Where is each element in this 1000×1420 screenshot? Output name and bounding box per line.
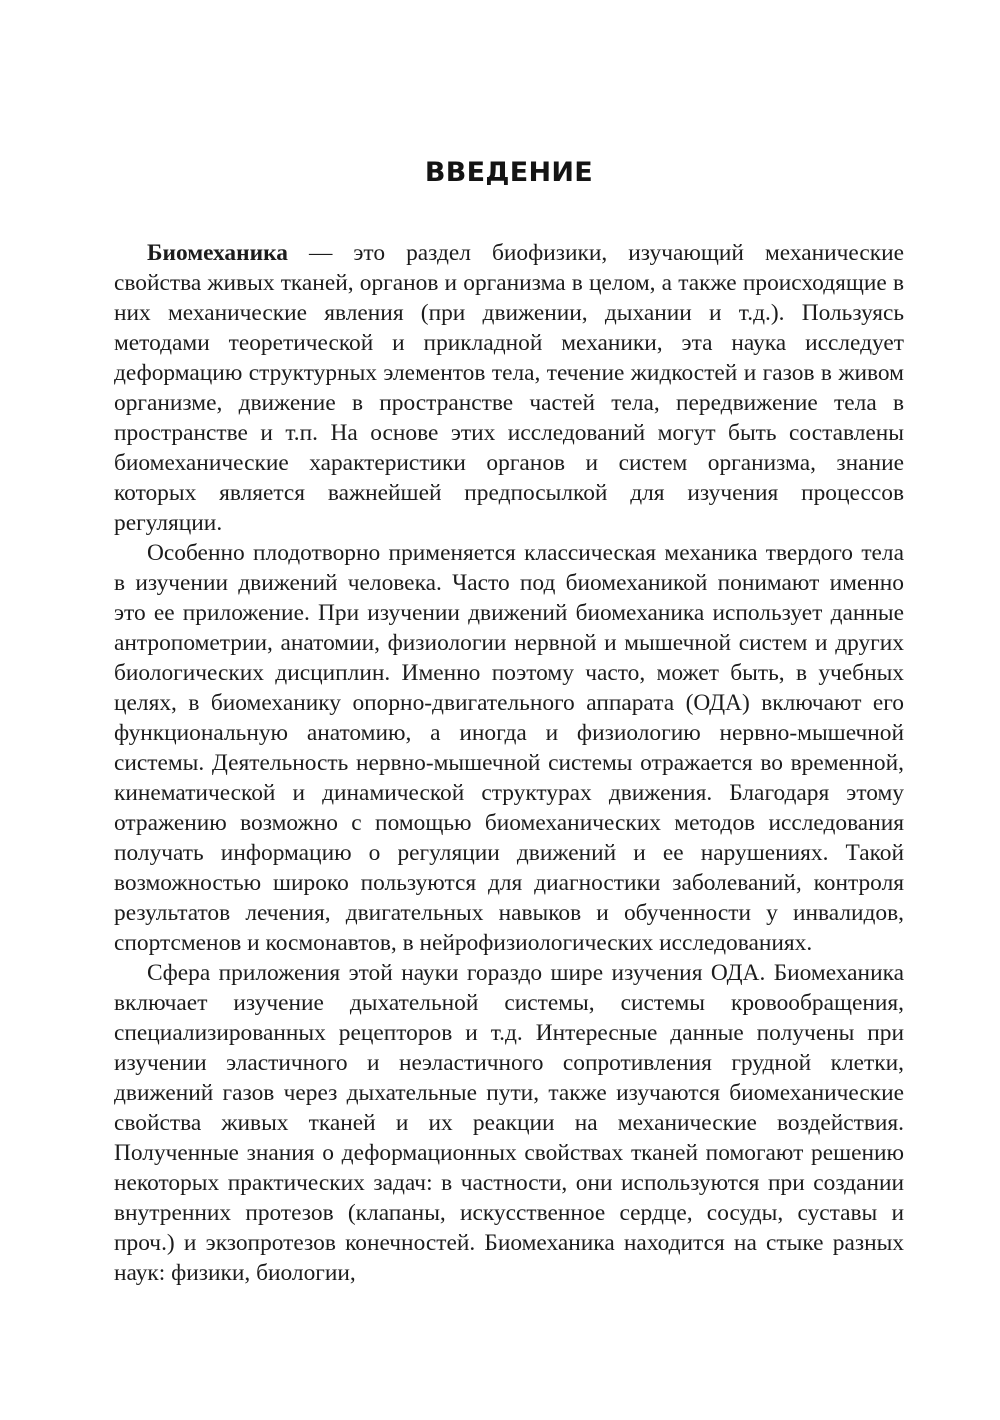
body-text <box>114 238 904 1288</box>
paragraph-1-text: — это раздел биофизики, изучающий механические свойства живых тканей, органов и организма в целом, а также происходящие в них механические явления (при движении, дыхании и т.д.). Пользуясь методами теоретической и прикладной механики, эта наука исследует деформацию структурных элементов тела, течение жидкостей и газов в живом организме, движение в пространстве частей тела, передвижение тела в пространстве и т.п. На основе этих исследований могут быть составлены биомеханические характеристики органов и систем организма, знание которых является важнейшей предпосылкой для изучения процессов регуляции. <box>114 240 904 536</box>
defined-term: Биомеханика <box>147 240 288 266</box>
chapter-heading: ВВЕДЕНИЕ <box>424 157 594 188</box>
paragraph-2: Особенно плодотворно применяется классическая механика твердого тела в изучении движений человека. Часто под биомеханикой понимают именно это ее приложение. При изучении движений биомеханика использует данные антропометрии, анатомии, физиологии нервной и мышечной систем и других биологических дисциплин. Именно поэтому часто, может быть, в учебных целях, в биомеханику опорно-двигательного аппарата (ОДА) включают его функциональную анатомию, а иногда и физиологию нервно-мышечной системы. Деятельность нервно-мышечной системы отражается во временной, кинематической и динамической структурах движения. Благодаря этому отражению возможно с помощью биомеханических методов исследования получать информацию о регуляции движений и ее нарушениях. Такой возможностью широко пользуются для диагностики заболеваний, контроля результатов лечения, двигательных навыков и обученности у инвалидов, спортсменов и космонавтов, в нейрофизиологических исследованиях. <box>114 540 904 956</box>
paragraph-3: Сфера приложения этой науки гораздо шире изучения ОДА. Биомеханика включает изучение дыхательной системы, системы кровообращения, специализированных рецепторов и т.д. Интересные данные получены при изучении эластичного и неэластичного сопротивления грудной клетки, движений газов через дыхательные пути, также изучаются биомеханические свойства живых тканей и их реакции на механические воздействия. Полученные знания о деформационных свойствах тканей помогают решению некоторых практических задач: в частности, они используются при создании внутренних протезов (клапаны, искусственное сердце, сосуды, суставы и проч.) и экзопротезов конечностей. Биомеханика находится на стыке разных наук: физики, биологии, <box>114 960 904 1286</box>
paragraph-1 <box>114 238 904 538</box>
